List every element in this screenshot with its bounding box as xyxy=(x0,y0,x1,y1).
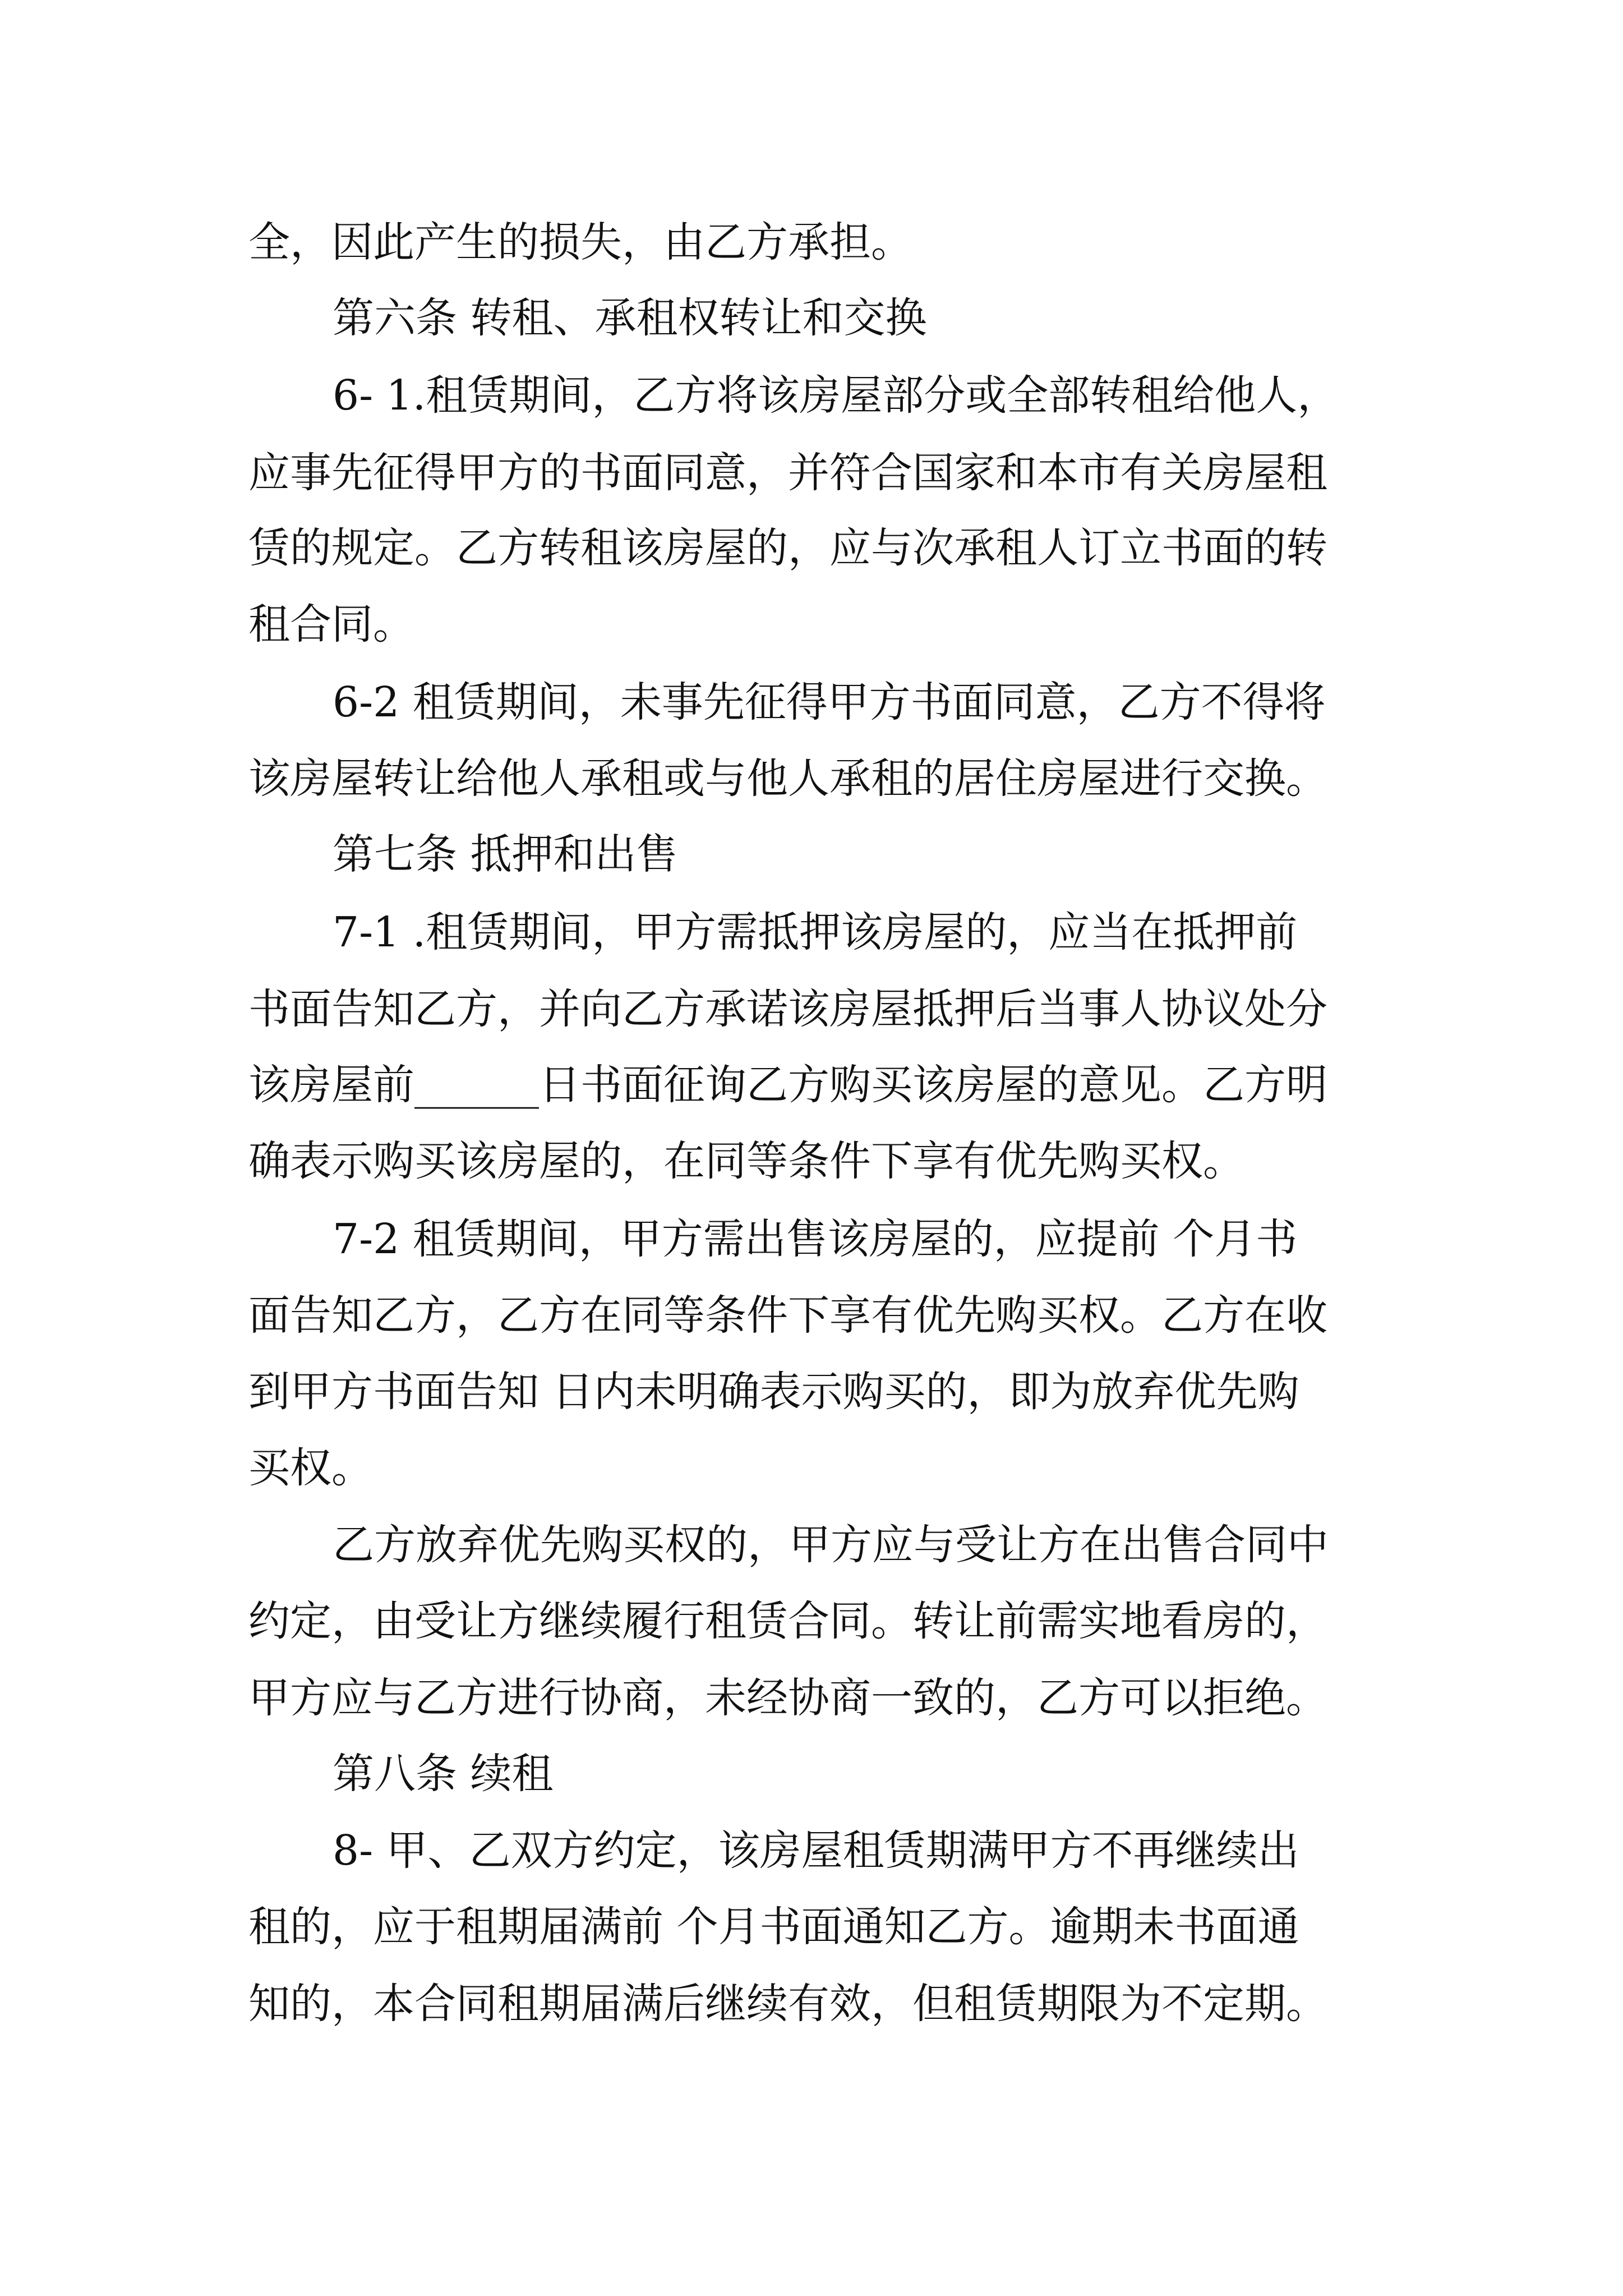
section-heading: 第七条 抵押和出售 xyxy=(333,830,678,878)
text-line: 8- 甲、乙双方约定，该房屋租赁期满甲方不再继续出 xyxy=(333,1826,1299,1875)
text-line: 7-1 .租赁期间，甲方需抵押该房屋的，应当在抵押前 xyxy=(333,908,1298,956)
text-line: 全，因此产生的损失，由乙方承担。 xyxy=(248,218,912,266)
section-heading: 第六条 转租、承租权转让和交换 xyxy=(333,294,927,342)
text-line: 面告知乙方，乙方在同等条件下享有优先购买权。乙方在收 xyxy=(248,1291,1327,1340)
text-line: 甲方应与乙方进行协商，未经协商一致的，乙方可以拒绝。 xyxy=(248,1674,1327,1722)
text-line: 7-2 租赁期间，甲方需出售该房屋的，应提前 个月书 xyxy=(333,1215,1298,1263)
text-line: 书面告知乙方，并向乙方承诺该房屋抵押后当事人协议处分 xyxy=(248,985,1327,1033)
text-line: 约定，由受让方继续履行租赁合同。转让前需实地看房的， xyxy=(248,1597,1327,1645)
section-heading: 第八条 续租 xyxy=(333,1750,554,1798)
text-line: 到甲方书面告知 日内未明确表示购买的，即为放弃优先购 xyxy=(248,1368,1299,1416)
text-line: 6- 1.租赁期间，乙方将该房屋部分或全部转租给他人， xyxy=(333,371,1339,420)
text-line: 赁的规定。乙方转租该房屋的，应与次承租人订立书面的转 xyxy=(248,524,1327,572)
text-line: 应事先征得甲方的书面同意，并符合国家和本市有关房屋租 xyxy=(248,449,1327,497)
text-line: 知的，本合同租期届满后继续有效，但租赁期限为不定期。 xyxy=(248,1980,1327,2028)
text-line: 该房屋转让给他人承租或与他人承租的居住房屋进行交换。 xyxy=(248,754,1327,803)
text-line: 该房屋前______日书面征询乙方购买该房屋的意见。乙方明 xyxy=(248,1061,1327,1109)
text-line: 租的，应于租期届满前 个月书面通知乙方。逾期未书面通 xyxy=(248,1903,1299,1951)
text-line: 乙方放弃优先购买权的，甲方应与受让方在出售合同中 xyxy=(333,1521,1329,1569)
text-line: 买权。 xyxy=(248,1444,373,1492)
text-line: 租合同。 xyxy=(248,600,414,648)
text-line: 6-2 租赁期间，未事先征得甲方书面同意，乙方不得将 xyxy=(333,678,1326,726)
text-line: 确表示购买该房屋的，在同等条件下享有优先购买权。 xyxy=(248,1137,1244,1185)
